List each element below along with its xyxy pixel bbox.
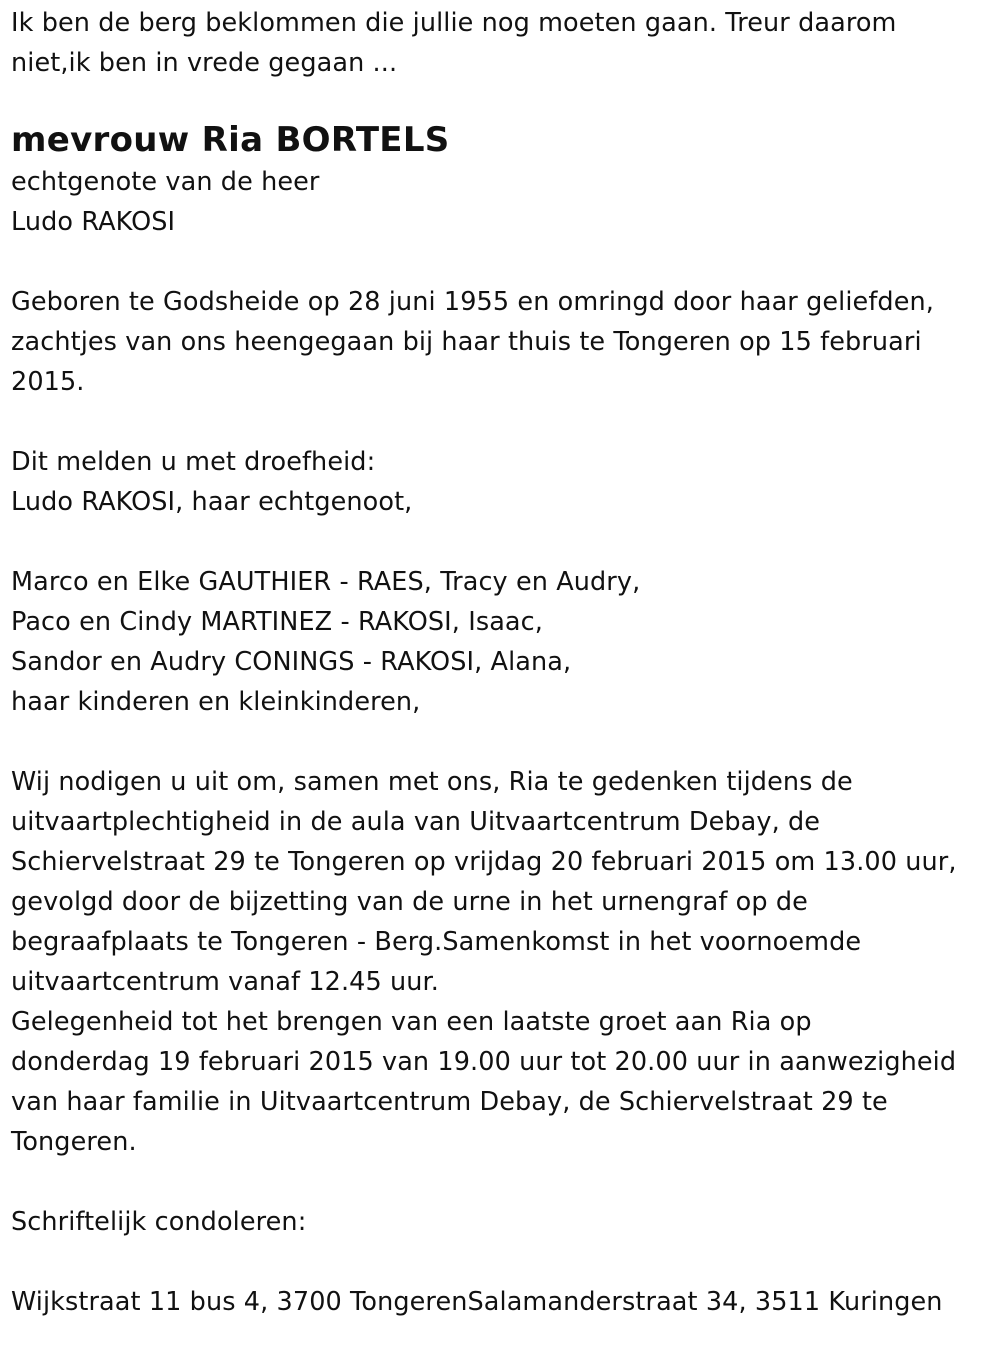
ceremony-line: Schiervelstraat 29 te Tongeren op vrijdag 20 februari 2015 om 13.00 uur,: [11, 847, 957, 877]
announcers-paragraph: [11, 442, 1000, 522]
spacer: [11, 1162, 1000, 1202]
ceremony-line: Gelegenheid tot het brengen van een laatste groet aan Ria op: [11, 1007, 812, 1037]
quote-line: niet,ik ben in vrede gegaan ...: [11, 48, 398, 78]
ceremony-line: uitvaartcentrum vanaf 12.45 uur.: [11, 967, 439, 997]
ceremony-line: uitvaartplechtigheid in de aula van Uitvaartcentrum Debay, de: [11, 807, 821, 837]
condolences-label: Schriftelijk condoleren:: [11, 1207, 307, 1237]
spouse-name: Ludo RAKOSI: [11, 207, 176, 237]
birth-death-paragraph: [11, 282, 1000, 402]
relation-line: echtgenote van de heer: [11, 167, 320, 197]
ceremony-line: donderdag 19 februari 2015 van 19.00 uur tot 20.00 uur in aanwezigheid: [11, 1047, 957, 1077]
paragraph-line: zachtjes van ons heengegaan bij haar thuis te Tongeren op 15 februari: [11, 327, 922, 357]
paragraph-line: 2015.: [11, 367, 85, 397]
deceased-block: [11, 118, 1000, 242]
family-line: Sandor en Audry CONINGS - RAKOSI, Alana,: [11, 647, 572, 677]
condolences-addresses: Wijkstraat 11 bus 4, 3700 TongerenSalamanderstraat 34, 3511 Kuringen: [11, 1287, 943, 1317]
spacer: [11, 522, 1000, 562]
quote-block: [11, 0, 1000, 83]
paragraph-line: Geboren te Godsheide op 28 juni 1955 en omringd door haar geliefden,: [11, 287, 934, 317]
ceremony-line: Tongeren.: [11, 1127, 137, 1157]
family-line: haar kinderen en kleinkinderen,: [11, 687, 421, 717]
deceased-name: mevrouw Ria BORTELS: [11, 120, 450, 160]
ceremony-line: begraafplaats te Tongeren - Berg.Samenkomst in het voornoemde: [11, 927, 862, 957]
spacer: [11, 402, 1000, 442]
spacer: [11, 1242, 1000, 1282]
ceremony-paragraph: [11, 762, 1000, 1162]
ceremony-line: gevolgd door de bijzetting van de urne in het urnengraf op de: [11, 887, 808, 917]
family-paragraph: [11, 562, 1000, 722]
spacer: [11, 242, 1000, 282]
quote-line: Ik ben de berg beklommen die jullie nog moeten gaan. Treur daarom: [11, 8, 897, 38]
condolences-block: [11, 1202, 1000, 1322]
family-line: Paco en Cindy MARTINEZ - RAKOSI, Isaac,: [11, 607, 543, 637]
ceremony-line: van haar familie in Uitvaartcentrum Debay, de Schiervelstraat 29 te: [11, 1087, 888, 1117]
spacer: [11, 722, 1000, 762]
announcers-spouse: Ludo RAKOSI, haar echtgenoot,: [11, 487, 413, 517]
ceremony-line: Wij nodigen u uit om, samen met ons, Ria te gedenken tijdens de: [11, 767, 853, 797]
family-line: Marco en Elke GAUTHIER - RAES, Tracy en Audry,: [11, 567, 641, 597]
announcers-intro: Dit melden u met droefheid:: [11, 447, 376, 477]
